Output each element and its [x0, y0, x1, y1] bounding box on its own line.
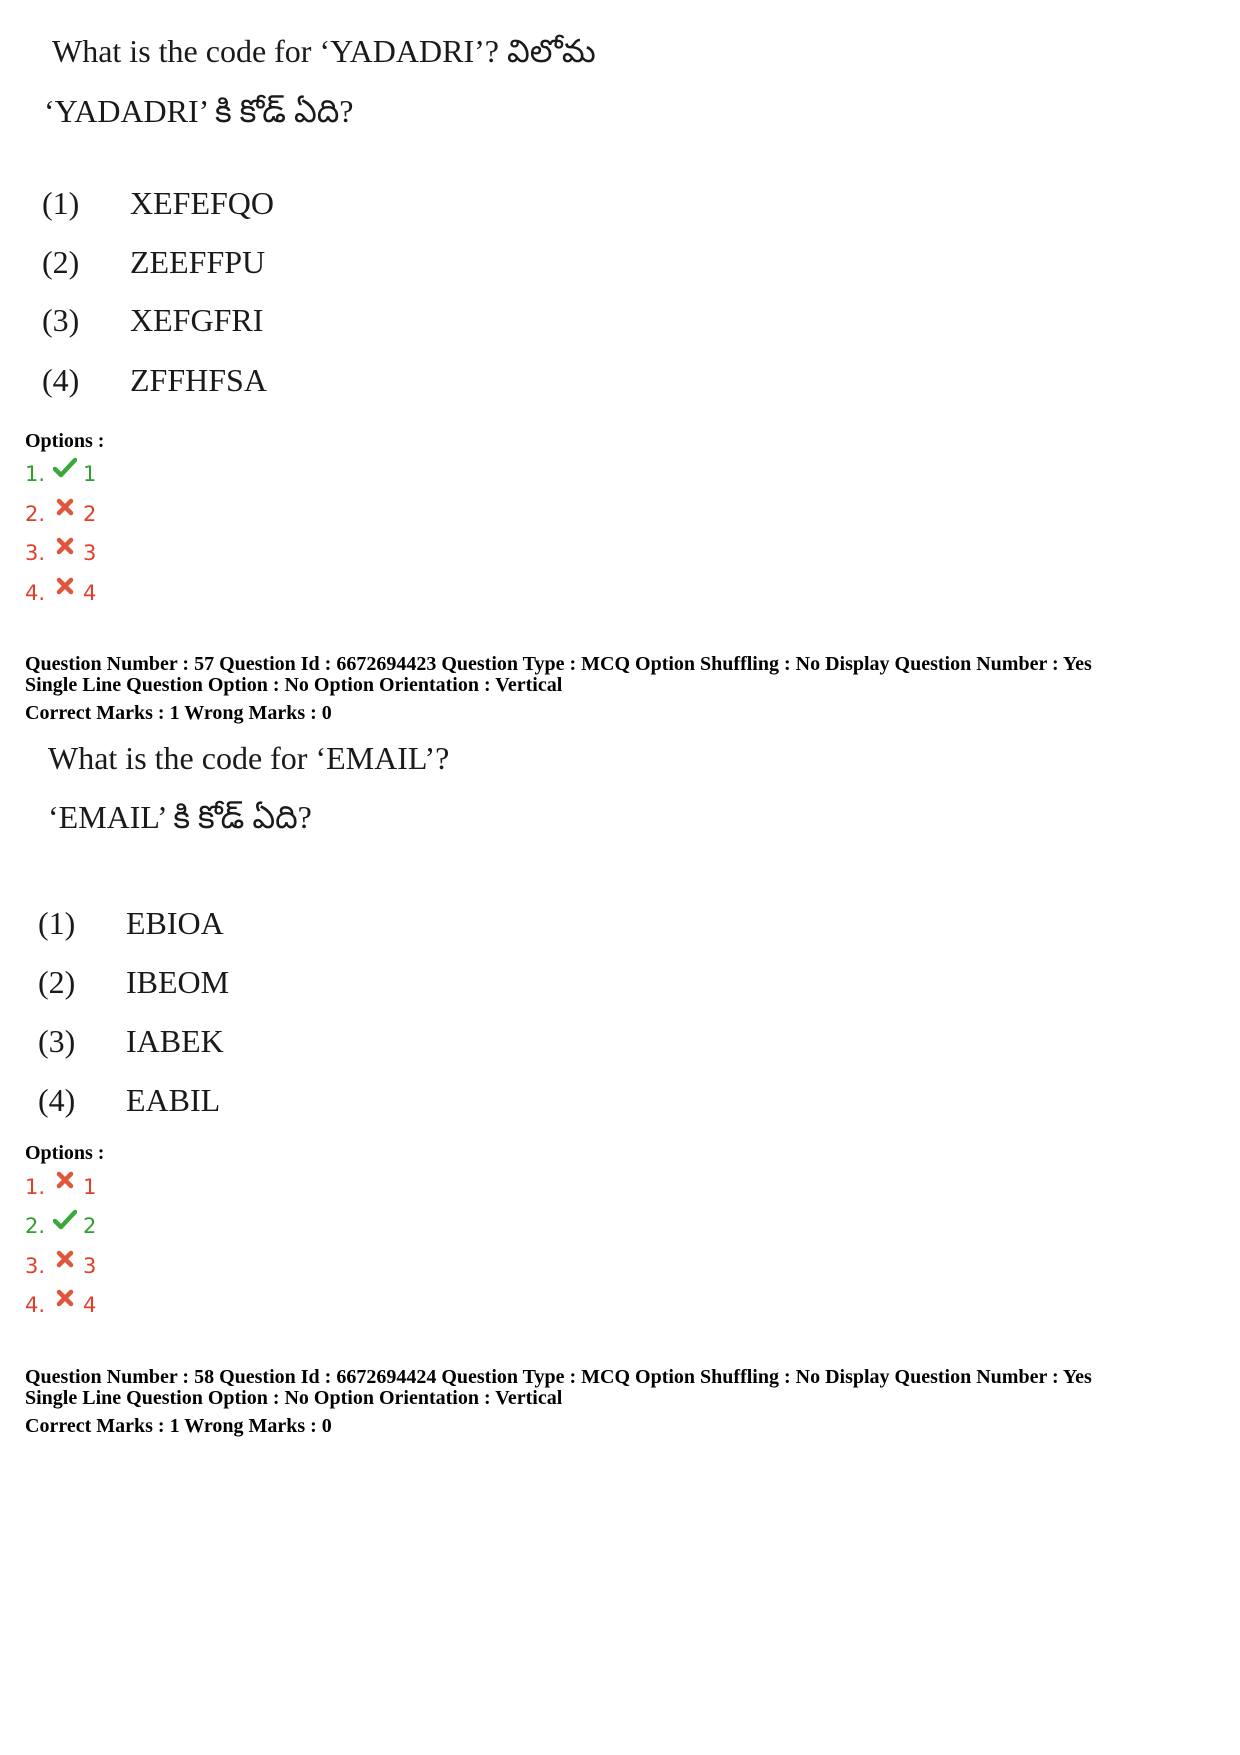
cross-icon	[53, 1170, 77, 1192]
cross-icon	[53, 576, 77, 598]
answer-value: 1	[83, 462, 97, 486]
question-meta-line: Single Line Question Option : No Option Orientation : Vertical	[25, 674, 563, 696]
choice-text: XEFEFQO	[130, 185, 275, 221]
answer-option-1	[25, 1175, 96, 1199]
answer-option-4	[25, 581, 96, 605]
choice-text: EABIL	[126, 1082, 221, 1118]
answer-option-2	[25, 1214, 96, 1238]
question-meta-line: Single Line Question Option : No Option Orientation : Vertical	[25, 1387, 563, 1409]
question-marks-line: Correct Marks : 1 Wrong Marks : 0	[25, 702, 332, 724]
answer-value: 1	[83, 1175, 97, 1199]
answer-index: 3.	[25, 541, 46, 565]
answer-index: 4.	[25, 581, 46, 605]
options-label: Options :	[25, 1142, 105, 1164]
choice-text: ZEEFFPU	[130, 244, 266, 280]
answer-value: 3	[83, 541, 97, 565]
choice-text: IABEK	[126, 1023, 224, 1059]
choice-number: (2)	[38, 964, 76, 1000]
answer-value: 4	[83, 1293, 97, 1317]
answer-option-2	[25, 502, 96, 526]
answer-index: 4.	[25, 1293, 46, 1317]
answer-index: 2.	[25, 502, 46, 526]
choice-text: XEFGFRI	[130, 302, 264, 338]
answer-index: 2.	[25, 1214, 46, 1238]
choice-number: (3)	[38, 1023, 76, 1059]
answer-index: 1.	[25, 1175, 46, 1199]
choice-number: (1)	[38, 905, 76, 941]
question-marks-line: Correct Marks : 1 Wrong Marks : 0	[25, 1415, 332, 1437]
answer-option-3	[25, 541, 96, 565]
question-text-telugu: ‘EMAIL’ కి కోడ్ ఏది?	[48, 799, 312, 835]
choice-number: (4)	[42, 362, 80, 398]
choice-number: (1)	[42, 185, 80, 221]
answer-value: 2	[83, 1214, 97, 1238]
answer-option-3	[25, 1254, 96, 1278]
answer-value: 4	[83, 581, 97, 605]
answer-index: 1.	[25, 462, 46, 486]
choice-text: ZFFHFSA	[130, 362, 267, 398]
answer-option-4	[25, 1293, 96, 1317]
answer-value: 3	[83, 1254, 97, 1278]
answer-option-1	[25, 462, 96, 486]
choice-number: (2)	[42, 244, 80, 280]
question-text-english: What is the code for ‘YADADRI’? విలోమ	[52, 33, 596, 69]
choice-number: (4)	[38, 1082, 76, 1118]
answer-index: 3.	[25, 1254, 46, 1278]
cross-icon	[53, 497, 77, 519]
cross-icon	[53, 1288, 77, 1310]
choice-text: EBIOA	[126, 905, 224, 941]
cross-icon	[53, 1249, 77, 1271]
question-meta-line: Question Number : 58 Question Id : 6672694424 Question Type : MCQ Option Shuffling : No Display Question Number : Yes	[25, 1366, 1092, 1388]
options-label: Options :	[25, 430, 105, 452]
question-text-telugu: ‘YADADRI’ కి కోడ్ ఏది?	[44, 93, 354, 129]
check-icon	[53, 457, 77, 479]
check-icon	[53, 1209, 77, 1231]
cross-icon	[53, 536, 77, 558]
choice-text: IBEOM	[126, 964, 230, 1000]
question-meta-line: Question Number : 57 Question Id : 6672694423 Question Type : MCQ Option Shuffling : No Display Question Number : Yes	[25, 653, 1092, 675]
answer-value: 2	[83, 502, 97, 526]
question-text-english: What is the code for ‘EMAIL’?	[48, 740, 450, 776]
choice-number: (3)	[42, 302, 80, 338]
